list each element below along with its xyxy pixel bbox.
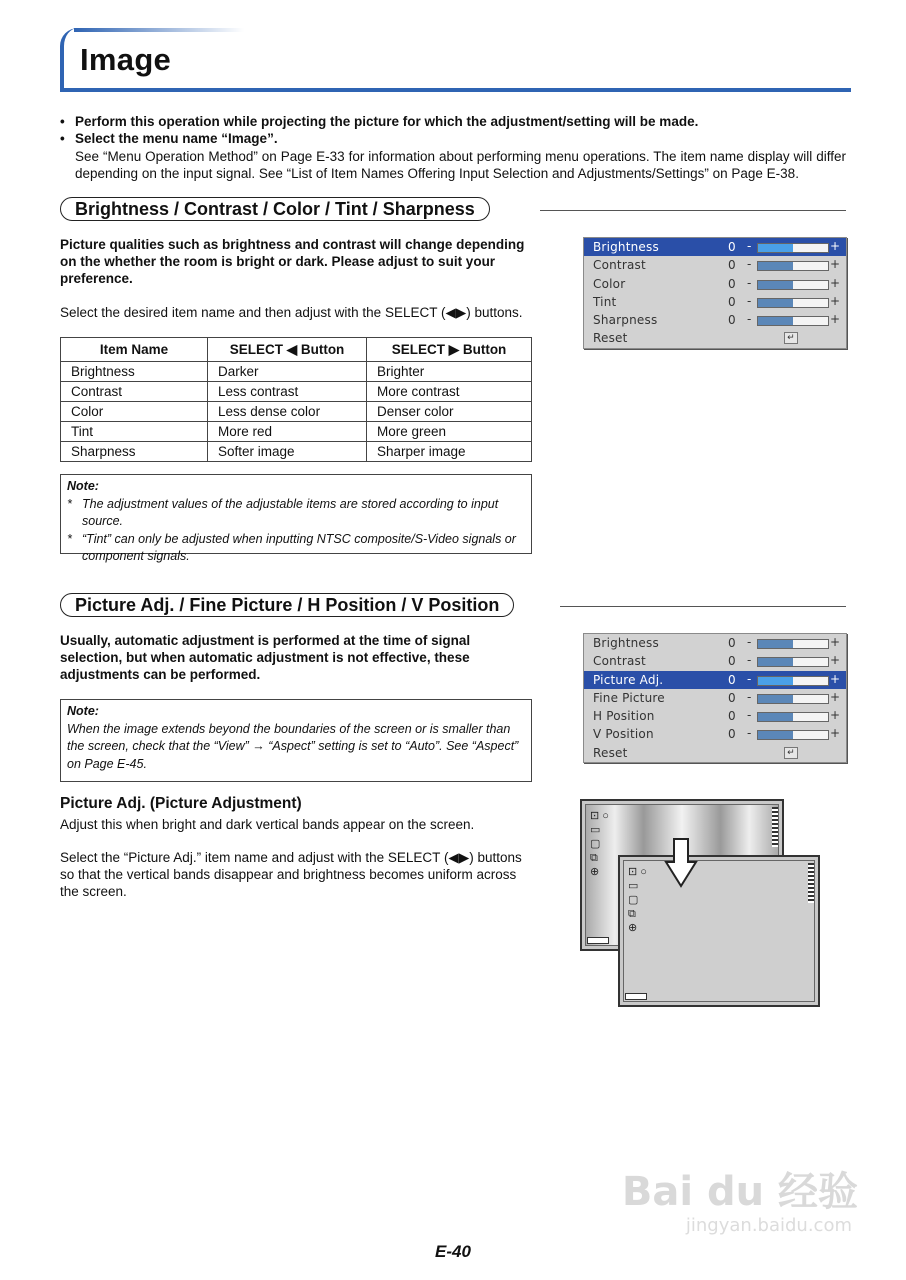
table-row <box>61 422 532 442</box>
desktop-icons: ⊡ ○ ▭ ▢ ⧉ ⊕ <box>628 866 647 934</box>
taskbar-icon <box>625 993 647 1000</box>
enter-icon: ↵ <box>784 747 798 759</box>
scrollbar-icon <box>808 863 814 903</box>
section2-heading: Picture Adj. / Fine Picture / H Position / V Position <box>60 593 514 617</box>
menu-row-brightness[interactable]: Brightness 0 - + <box>584 238 846 256</box>
picture-adj-paragraph-2: Select the “Picture Adj.” item name and adjust with the SELECT (◀▶) buttons so that the vertical bands disappear and brightness becomes uniform across the screen. <box>60 850 522 899</box>
menu-row-tint[interactable]: Tint 0 - + <box>593 293 841 309</box>
section2-rule <box>560 606 846 607</box>
table-cell: Less dense color <box>208 402 367 422</box>
menu-row-brightness[interactable]: Brightness 0 - + <box>593 635 841 650</box>
menu-row-v-position[interactable]: V Position 0 - + <box>593 726 841 742</box>
section1-instruction: Select the desired item name and then adjust with the SELECT (◀▶) buttons. <box>60 305 523 320</box>
menu-row-h-position[interactable]: H Position 0 - + <box>593 708 841 724</box>
page-title: Image <box>80 42 172 77</box>
table-cell: Denser color <box>367 402 532 422</box>
note-text: When the image extends beyond the boundaries of the screen or is smaller than the screen, check that the “View” → “Aspect” setting is set to “Auto”. See “Aspect” on Page E-45. <box>67 721 519 771</box>
table-header: SELECT ◀ Button <box>208 338 367 362</box>
section2-bold-paragraph: Usually, automatic adjustment is performed at the time of signal selection, but when automatic adjustment is not effective, these adjustments can be performed. <box>60 633 471 682</box>
note-title: Note: <box>67 479 99 493</box>
table-cell: Softer image <box>208 442 367 462</box>
table-cell: Sharpness <box>61 442 208 462</box>
intro-bullet-2: • Select the menu name “Image”. <box>60 131 278 146</box>
taskbar-icon <box>587 937 609 944</box>
table-cell: Brightness <box>61 362 208 382</box>
picture-adj-paragraph-1: Adjust this when bright and dark vertical bands appear on the screen. <box>60 817 475 832</box>
table-cell: Sharper image <box>367 442 532 462</box>
note-item: * The adjustment values of the adjustable items are stored according to input source. <box>67 496 499 528</box>
select-button-table <box>60 337 532 462</box>
section1-heading: Brightness / Contrast / Color / Tint / Sharpness <box>60 197 490 221</box>
table-cell: More green <box>367 422 532 442</box>
table-row <box>61 442 532 462</box>
section1-rule <box>540 210 846 211</box>
note-item: * “Tint” can only be adjusted when inputting NTSC composite/S-Video signals or component signals. <box>67 531 516 563</box>
table-cell: Less contrast <box>208 382 367 402</box>
table-cell: Color <box>61 402 208 422</box>
section1-bold-paragraph: Picture qualities such as brightness and contrast will change depending on the whether the room is bright or dark. Please adjust to suit your preference. <box>60 237 525 286</box>
image-menu-osd-2 <box>583 633 847 763</box>
down-arrow-icon <box>664 838 698 888</box>
watermark-url: jingyan.baidu.com <box>685 1215 852 1236</box>
table-header: Item Name <box>61 338 208 362</box>
table-row <box>61 382 532 402</box>
table-header-row <box>61 338 532 362</box>
table-row <box>61 402 532 422</box>
menu-row-picture-adj[interactable]: Picture Adj. 0 - + <box>584 671 846 689</box>
screen-after-illustration <box>618 855 820 1007</box>
menu-row-sharpness[interactable]: Sharpness 0 - + <box>593 312 841 328</box>
menu-row-reset[interactable]: Reset ↵ <box>584 329 846 347</box>
table-cell: Contrast <box>61 382 208 402</box>
menu-row-color[interactable]: Color 0 - + <box>593 275 841 291</box>
title-accent-line <box>74 28 244 32</box>
section2-note <box>60 699 532 782</box>
table-cell: More contrast <box>367 382 532 402</box>
enter-icon: ↵ <box>784 332 798 344</box>
image-menu-osd <box>583 237 847 349</box>
scrollbar-icon <box>772 807 778 847</box>
section1-note <box>60 474 532 563</box>
menu-row-contrast[interactable]: Contrast 0 - + <box>593 257 841 273</box>
table-cell: Tint <box>61 422 208 442</box>
sub-heading-picture-adj: Picture Adj. (Picture Adjustment) <box>60 795 302 812</box>
watermark-logo: Bai du 经验 <box>621 1169 858 1215</box>
intro-description: See “Menu Operation Method” on Page E-33 for information about performing menu operations. The item name display will differ depending on the input signal. See “List of Item Names Offering Input Selection and Adjustments/Settings” on Page E-38. <box>75 149 846 181</box>
table-cell: Brighter <box>367 362 532 382</box>
page-number: E-40 <box>435 1242 471 1261</box>
menu-row-reset[interactable]: Reset ↵ <box>584 744 846 762</box>
table-header: SELECT ▶ Button <box>367 338 532 362</box>
menu-row-contrast[interactable]: Contrast 0 - + <box>593 653 841 669</box>
title-frame <box>60 28 851 92</box>
note-title: Note: <box>67 704 99 718</box>
table-cell: Darker <box>208 362 367 382</box>
table-cell: More red <box>208 422 367 442</box>
menu-row-fine-picture[interactable]: Fine Picture 0 - + <box>593 689 841 705</box>
table-row <box>61 362 532 382</box>
intro-bullet-1: • Perform this operation while projecting the picture for which the adjustment/setting will be made. <box>60 114 699 129</box>
desktop-icons: ⊡ ○ ▭ ▢ ⧉ ⊕ <box>590 810 609 878</box>
